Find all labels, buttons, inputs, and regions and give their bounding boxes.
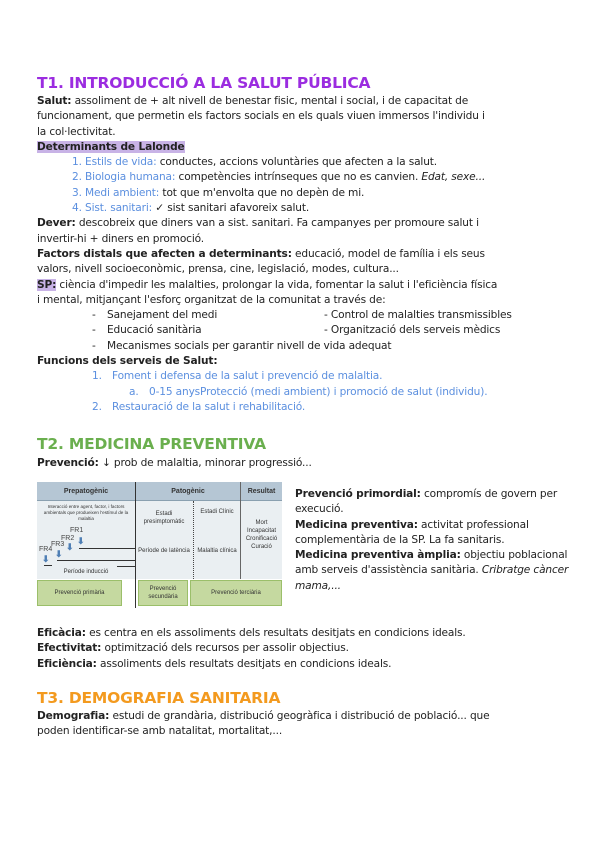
fr3-label: FR3 — [51, 541, 65, 548]
header-patogenic: Patogènic — [136, 482, 240, 501]
efectivitat-label: Efectivitat: — [37, 642, 102, 655]
item-text: conductes, accions voluntàries que afecten a la salut. — [156, 156, 437, 169]
down-arrow-icon: ⬇ — [66, 542, 74, 552]
list-item — [72, 170, 567, 185]
dash-bullet: - — [92, 309, 96, 322]
salut-text-3: la col·lectivitat. — [37, 125, 116, 138]
disease-history-diagram — [37, 482, 282, 608]
resultat-area — [241, 501, 282, 579]
list-item — [37, 323, 567, 338]
factors-label: Factors distals que afecten a determinants: — [37, 247, 292, 260]
list-item — [72, 186, 567, 201]
eficiencia-text: assoliments dels resultats desitjats en condicions ideals. — [96, 657, 392, 670]
estadi-presimptomatic-label: Estadi presimptomàtic — [143, 511, 185, 525]
resultat-label: Mort Incapacitat Cronificació Curació — [245, 520, 278, 550]
item-text: 0-15 anysProtecció (medi ambient) i promoció de salut (individu). — [149, 385, 488, 398]
demografia-paragraph — [37, 709, 567, 740]
dever-text: descobreix que diners van a sist. sanitari. Fa campanyes per promoure salut i — [75, 217, 479, 230]
demografia-text-2: poden identificar-se amb natalitat, mortalitat,... — [37, 725, 283, 738]
item-number: 1. — [92, 370, 102, 383]
item-left: Educació sanitària — [107, 324, 202, 337]
list-item — [37, 308, 567, 323]
eficiencia-item — [37, 657, 567, 672]
list-item — [37, 400, 567, 415]
prepat-description: Interacció entre agent, factor, i factors ambientals que produeixen l'estímul de la malaltia — [43, 504, 129, 521]
list-item — [37, 385, 567, 400]
item-right: - Control de malalties transmissibles — [324, 309, 512, 322]
item-number: a. — [129, 385, 139, 398]
malaltia-clinica-label: Malaltia clínica — [197, 548, 237, 554]
item-text: Foment i defensa de la salut i prevenció de malaltia. — [112, 370, 383, 383]
dash-bullet: - — [92, 339, 96, 352]
eficacia-item — [37, 626, 567, 641]
efectivitat-item — [37, 641, 567, 656]
list-item — [72, 155, 567, 170]
sp-items-list — [37, 308, 567, 354]
definition-item — [295, 518, 570, 549]
sp-label: SP: — [37, 278, 57, 291]
item-label: Estils de vida: — [85, 156, 157, 169]
salut-definition — [37, 94, 567, 109]
prevencio-terciaria-box: Prevenció terciària — [190, 580, 282, 606]
section-title-t1: T1. INTRODUCCIÓ A LA SALUT PÚBLICA — [37, 74, 371, 92]
fr3-line — [57, 560, 135, 561]
header-resultat: Resultat — [241, 482, 282, 501]
item-number: 2. — [92, 400, 102, 413]
eficacia-text: es centra en els assoliments dels resultats desitjats en condicions ideals. — [85, 627, 466, 639]
item-number: 1. — [72, 156, 82, 169]
item-right: - Organització dels serveis mèdics — [324, 324, 501, 337]
prevention-definitions — [295, 487, 570, 594]
efficacy-definitions — [37, 626, 567, 672]
definition-label: Medicina preventiva: — [295, 518, 418, 531]
dotted-divider — [193, 501, 194, 579]
item-left: Mecanismes socials per garantir nivell de vida adequat — [107, 339, 392, 352]
down-arrow-icon: ⬇ — [42, 554, 50, 564]
prevencio-primaria-box: Prevenció primària — [37, 580, 122, 606]
definition-italic: Cribratge càncer mama,... — [295, 564, 569, 592]
funcions-title: Funcions dels serveis de Salut: — [37, 355, 218, 368]
sp-text-2: i mental, mitjançant l'esforç organitzat de la comunitat a través de: — [37, 293, 386, 306]
item-number: 3. — [72, 186, 82, 199]
fr2-label: FR2 — [61, 535, 75, 542]
patogenic-area — [136, 501, 240, 579]
list-item — [72, 201, 567, 216]
down-arrow-icon: ⬇ — [77, 536, 85, 546]
item-number: 2. — [72, 171, 82, 184]
fr4-line — [44, 565, 52, 566]
list-item — [37, 339, 567, 354]
prevencio-secundaria-box: Prevenció secundària — [138, 580, 188, 606]
definition-text: activitat professional complementària de la SP. La fa sanitaris. — [295, 518, 529, 546]
salut-label: Salut: — [37, 95, 72, 107]
demografia-label: Demografia: — [37, 710, 110, 722]
definition-text: compromís de govern per execució. — [295, 488, 558, 516]
fr4-label: FR4 — [39, 546, 53, 553]
induction-line — [117, 566, 135, 567]
item-text: competències intrínseques que no es canvien. — [175, 171, 422, 184]
salut-text: assoliment de + alt nivell de benestar fisic, mental i social, i de capacitat de — [71, 95, 469, 107]
prepatogenic-area — [37, 501, 135, 579]
efectivitat-text: optimització dels recursos per assolir objectius. — [101, 642, 349, 655]
dash-bullet: - — [92, 324, 96, 337]
definition-item — [295, 548, 570, 594]
periode-induccio-label: Període inducció — [63, 569, 109, 575]
down-arrow-icon: ⬇ — [55, 549, 63, 559]
header-prepatogenic: Prepatogènic — [37, 482, 135, 501]
item-label: Sist. sanitari: — [85, 202, 153, 215]
factors-paragraph — [37, 247, 567, 262]
periode-latencia-label: Període de latència — [138, 548, 190, 554]
estadi-clinic-label: Estadi Clínic — [200, 509, 234, 515]
item-text: ✓ sist sanitari afavoreix salut. — [152, 202, 310, 215]
definition-label: Medicina preventiva àmplia: — [295, 549, 461, 562]
sp-paragraph — [37, 278, 567, 293]
definition-text: objectiu poblacional amb serveis d'assistència sanitària. — [295, 549, 568, 577]
prevencio-paragraph — [37, 456, 567, 471]
item-text: tot que m'envolta que no depèn de mi. — [159, 186, 365, 199]
factors-text-2: valors, nivell socioeconòmic, prensa, cine, legislació, modes, cultura... — [37, 263, 399, 276]
sp-text: ciència d'impedir les malalties, prolongar la vida, fomentar la salut i l'eficiència física — [56, 278, 498, 291]
dever-paragraph — [37, 216, 567, 231]
definition-item — [295, 487, 570, 518]
t1-content — [37, 94, 567, 415]
item-label: Biologia humana: — [85, 171, 176, 184]
item-italic: Edat, sexe... — [421, 171, 486, 184]
section-title-t2: T2. MEDICINA PREVENTIVA — [37, 435, 266, 453]
funcions-list — [37, 369, 567, 415]
item-number: 4. — [72, 202, 82, 215]
list-item — [37, 369, 567, 384]
item-left: Sanejament del medi — [107, 309, 218, 322]
demografia-text: estudi de grandària, distribució geogràfica i distribució de població... que — [109, 710, 490, 722]
factors-text: educació, model de família i els seus — [291, 247, 485, 260]
salut-text-2: funcionament, que permetin els factors socials en els quals viuen immersos l'individu i — [37, 110, 485, 123]
dever-label: Dever: — [37, 217, 76, 230]
item-text: Restauració de la salut i rehabilitació. — [112, 400, 306, 413]
prevencio-label: Prevenció: — [37, 457, 99, 469]
eficiencia-label: Eficiència: — [37, 657, 97, 670]
definition-label: Prevenció primordial: — [295, 488, 421, 500]
eficacia-label: Eficàcia: — [37, 627, 86, 639]
prevencio-text: ↓ prob de malaltia, minorar progressió... — [98, 457, 312, 469]
fr1-label: FR1 — [70, 527, 84, 534]
fr1-line — [79, 548, 135, 549]
determinants-list — [37, 155, 567, 216]
section-title-t3: T3. DEMOGRAFIA SANITARIA — [37, 689, 281, 707]
determinants-title: Determinants de Lalonde — [37, 140, 185, 153]
dever-text-2: invertir-hi + diners en promoció. — [37, 232, 205, 245]
item-label: Medi ambient: — [85, 186, 160, 199]
